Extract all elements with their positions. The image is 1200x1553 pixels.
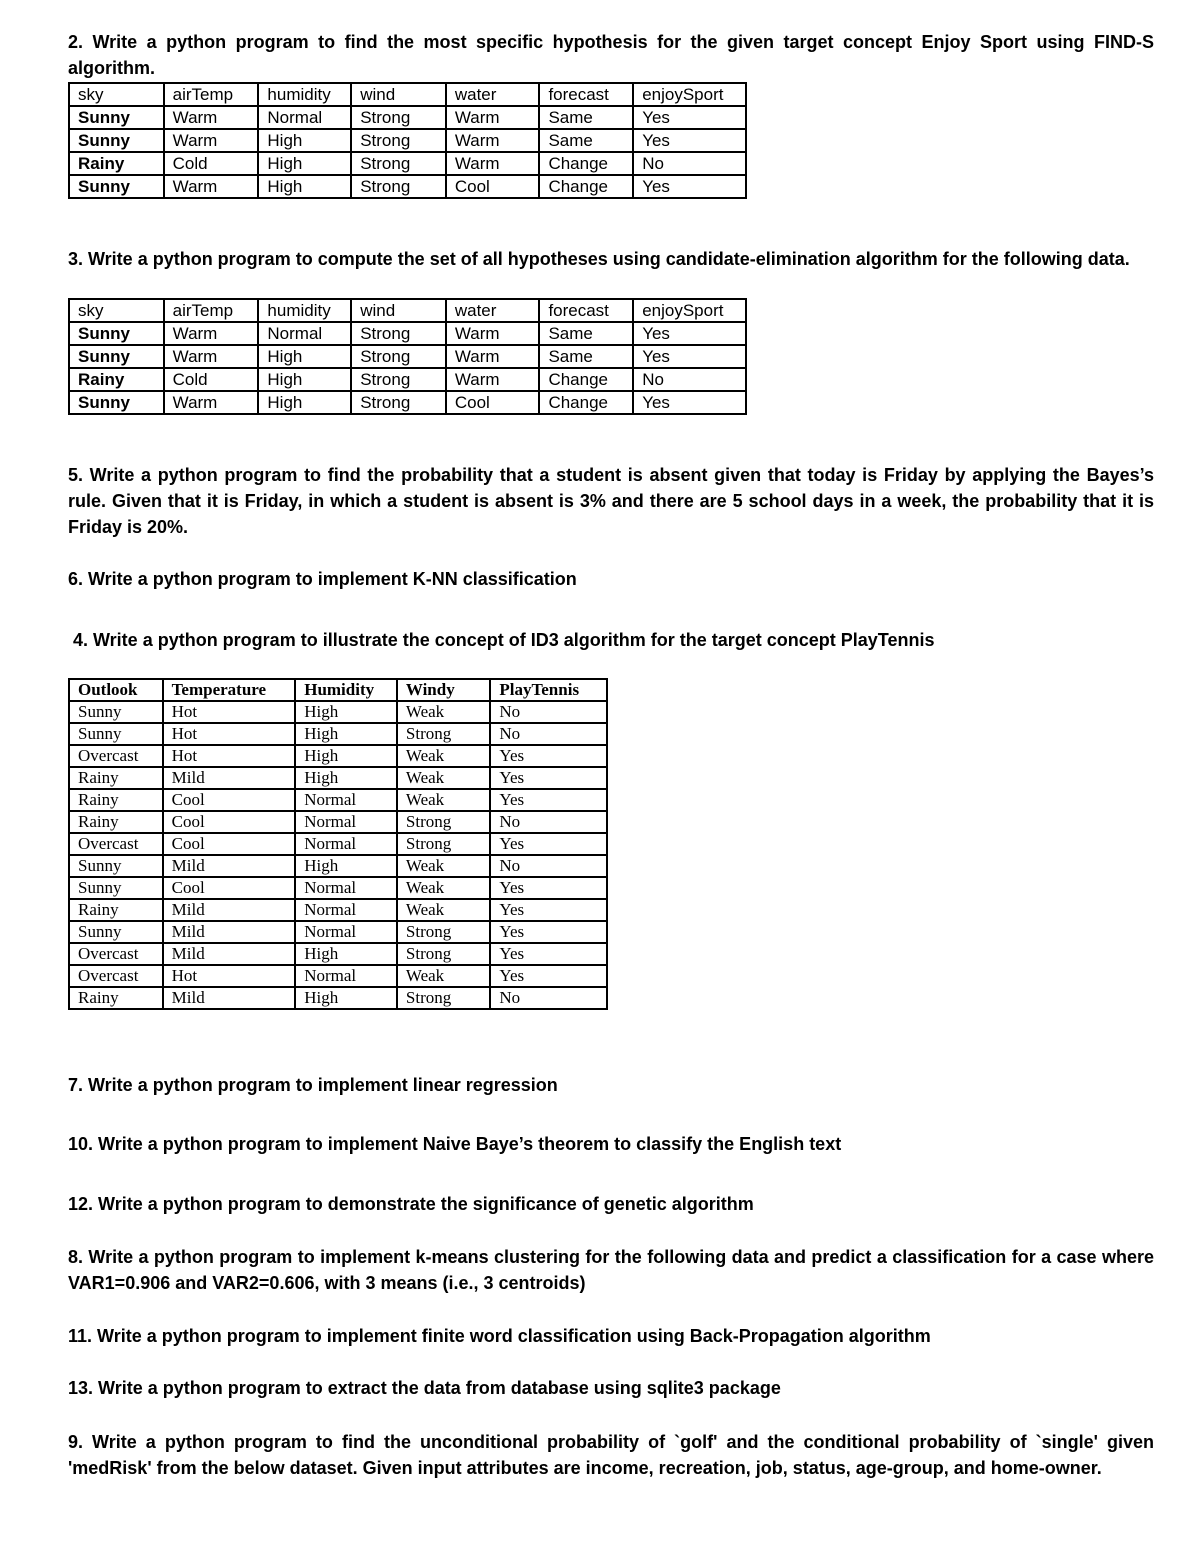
table-cell: Mild: [163, 987, 296, 1009]
table-cell: Warm: [164, 391, 259, 414]
table-cell: Sunny: [69, 322, 164, 345]
table-cell: High: [295, 987, 397, 1009]
question-9: 9. Write a python program to find the unconditional probability of `golf' and the conditional probability of `single' given 'medRisk' from the below dataset. Given input attributes are income, recreation, job, status, age-group, and home-owner.: [68, 1432, 1154, 1478]
table-cell: Weak: [397, 767, 490, 789]
table-cell: Cold: [164, 368, 259, 391]
table-cell: Warm: [446, 368, 540, 391]
table-cell: Strong: [397, 833, 490, 855]
table-cell: Change: [539, 152, 633, 175]
table-cell: Strong: [351, 345, 446, 368]
table-cell: High: [295, 767, 397, 789]
table-cell: Overcast: [69, 943, 163, 965]
column-header-forecast: forecast: [539, 83, 633, 106]
column-header-airtemp: airTemp: [164, 299, 259, 322]
table-cell: Yes: [490, 833, 607, 855]
table-cell: Yes: [490, 745, 607, 767]
column-header-windy: Windy: [397, 679, 490, 701]
table-cell: Sunny: [69, 106, 164, 129]
table-cell: No: [633, 368, 746, 391]
table-cell: Yes: [633, 391, 746, 414]
table-row: [69, 877, 607, 899]
column-header-airtemp: airTemp: [164, 83, 259, 106]
table-row: [69, 391, 746, 414]
table-cell: High: [258, 129, 351, 152]
table-cell: Yes: [490, 899, 607, 921]
table-cell: Normal: [295, 921, 397, 943]
table-cell: Hot: [163, 745, 296, 767]
table-cell: Strong: [351, 106, 446, 129]
table-cell: Weak: [397, 855, 490, 877]
table-row: [69, 811, 607, 833]
table-cell: No: [633, 152, 746, 175]
table-cell: High: [258, 345, 351, 368]
column-header-enjoysport: enjoySport: [633, 299, 746, 322]
table-cell: Cool: [446, 175, 540, 198]
enjoysport-table-1: [68, 82, 747, 199]
table-cell: Weak: [397, 745, 490, 767]
table-row: [69, 129, 746, 152]
table-row: [69, 175, 746, 198]
question-4: 4. Write a python program to illustrate the concept of ID3 algorithm for the target concept PlayTennis: [73, 630, 935, 650]
table-cell: Yes: [490, 877, 607, 899]
table-cell: Rainy: [69, 899, 163, 921]
table-row: [69, 767, 607, 789]
table-cell: Strong: [351, 368, 446, 391]
column-header-humidity: Humidity: [295, 679, 397, 701]
table-cell: Weak: [397, 965, 490, 987]
question-2: 2. Write a python program to find the most specific hypothesis for the given target concept Enjoy Sport using FIND-S algorithm.: [68, 32, 1154, 78]
table-cell: Strong: [397, 987, 490, 1009]
table-cell: Yes: [633, 129, 746, 152]
column-header-temperature: Temperature: [163, 679, 296, 701]
table-row: [69, 855, 607, 877]
question-12: 12. Write a python program to demonstrate the significance of genetic algorithm: [68, 1194, 754, 1214]
table-cell: Hot: [163, 965, 296, 987]
table-cell: Same: [539, 322, 633, 345]
table-cell: Sunny: [69, 723, 163, 745]
table-cell: Same: [539, 345, 633, 368]
table-row: [69, 921, 607, 943]
playtennis-table: [68, 678, 608, 1010]
table-cell: Sunny: [69, 701, 163, 723]
table-cell: Sunny: [69, 129, 164, 152]
table-cell: Same: [539, 129, 633, 152]
table-cell: Cool: [163, 833, 296, 855]
table-cell: Normal: [258, 322, 351, 345]
table-cell: Normal: [295, 789, 397, 811]
table-cell: High: [258, 391, 351, 414]
table-cell: Mild: [163, 899, 296, 921]
table-cell: High: [258, 175, 351, 198]
table-cell: Rainy: [69, 811, 163, 833]
table-cell: Warm: [446, 345, 540, 368]
table-cell: Rainy: [69, 987, 163, 1009]
column-header-humidity: humidity: [258, 299, 351, 322]
table-cell: No: [490, 855, 607, 877]
table-row: [69, 723, 607, 745]
column-header-wind: wind: [351, 83, 446, 106]
column-header-sky: sky: [69, 299, 164, 322]
column-header-forecast: forecast: [539, 299, 633, 322]
table-cell: Cool: [163, 789, 296, 811]
table-cell: Cold: [164, 152, 259, 175]
table-cell: No: [490, 811, 607, 833]
table-cell: Warm: [446, 129, 540, 152]
question-5: 5. Write a python program to find the probability that a student is absent given that today is Friday by applying the Bayes’s rule. Given that it is Friday, in which a student is absent is 3% and there are 5 school days in a week, the probability that it is Friday is 20%.: [68, 465, 1154, 537]
table-cell: Weak: [397, 899, 490, 921]
table-cell: Rainy: [69, 368, 164, 391]
column-header-wind: wind: [351, 299, 446, 322]
table-cell: Sunny: [69, 877, 163, 899]
table-cell: Yes: [633, 345, 746, 368]
table-cell: Warm: [164, 322, 259, 345]
table-cell: Warm: [164, 175, 259, 198]
table-cell: Overcast: [69, 745, 163, 767]
table-row: [69, 368, 746, 391]
table-header-row: [69, 299, 746, 322]
table-cell: Yes: [633, 322, 746, 345]
table-cell: Strong: [397, 943, 490, 965]
table-cell: Sunny: [69, 175, 164, 198]
table-cell: Sunny: [69, 391, 164, 414]
table-cell: Warm: [164, 345, 259, 368]
table-row: [69, 106, 746, 129]
table-row: [69, 701, 607, 723]
table-cell: Same: [539, 106, 633, 129]
question-7: 7. Write a python program to implement linear regression: [68, 1075, 558, 1095]
table-cell: Warm: [446, 152, 540, 175]
table-header-row: [69, 83, 746, 106]
table-row: [69, 345, 746, 368]
table-cell: Yes: [490, 965, 607, 987]
table-cell: Warm: [164, 106, 259, 129]
table-cell: Mild: [163, 855, 296, 877]
table-cell: Mild: [163, 921, 296, 943]
table-cell: Strong: [351, 175, 446, 198]
table-cell: Mild: [163, 943, 296, 965]
table-cell: Strong: [397, 811, 490, 833]
table-cell: High: [295, 943, 397, 965]
question-13: 13. Write a python program to extract the data from database using sqlite3 package: [68, 1378, 781, 1398]
table-cell: Weak: [397, 789, 490, 811]
table-cell: Cool: [446, 391, 540, 414]
table-cell: Mild: [163, 767, 296, 789]
table-header-row: [69, 679, 607, 701]
column-header-water: water: [446, 299, 540, 322]
table-cell: High: [295, 701, 397, 723]
table-cell: Strong: [351, 152, 446, 175]
table-row: [69, 152, 746, 175]
table-row: [69, 943, 607, 965]
table-cell: Strong: [351, 129, 446, 152]
table-cell: No: [490, 723, 607, 745]
column-header-sky: sky: [69, 83, 164, 106]
table-cell: Normal: [295, 965, 397, 987]
column-header-humidity: humidity: [258, 83, 351, 106]
table-row: [69, 987, 607, 1009]
question-10: 10. Write a python program to implement Naive Baye’s theorem to classify the English text: [68, 1134, 842, 1154]
table-cell: Yes: [633, 106, 746, 129]
table-cell: Normal: [295, 877, 397, 899]
table-row: [69, 789, 607, 811]
table-cell: High: [295, 745, 397, 767]
table-cell: Sunny: [69, 345, 164, 368]
table-cell: Yes: [633, 175, 746, 198]
table-cell: Normal: [295, 833, 397, 855]
question-6: 6. Write a python program to implement K-NN classification: [68, 569, 577, 589]
table-cell: Change: [539, 368, 633, 391]
table-cell: Yes: [490, 789, 607, 811]
table-cell: Change: [539, 391, 633, 414]
table-cell: Strong: [351, 322, 446, 345]
table-cell: Rainy: [69, 767, 163, 789]
table-cell: Change: [539, 175, 633, 198]
table-row: [69, 322, 746, 345]
table-row: [69, 899, 607, 921]
column-header-outlook: Outlook: [69, 679, 163, 701]
table-cell: Overcast: [69, 833, 163, 855]
table-cell: Strong: [397, 723, 490, 745]
table-cell: Hot: [163, 701, 296, 723]
table-cell: Normal: [295, 811, 397, 833]
table-cell: Normal: [295, 899, 397, 921]
table-cell: Sunny: [69, 855, 163, 877]
enjoysport-table-2: [68, 298, 747, 415]
table-cell: High: [295, 723, 397, 745]
table-cell: Cool: [163, 877, 296, 899]
table-cell: Yes: [490, 943, 607, 965]
table-cell: Normal: [258, 106, 351, 129]
table-cell: Warm: [446, 106, 540, 129]
table-cell: High: [295, 855, 397, 877]
table-cell: No: [490, 701, 607, 723]
question-3: 3. Write a python program to compute the set of all hypotheses using candidate-elimination algorithm for the following data.: [68, 249, 1130, 269]
table-cell: Warm: [164, 129, 259, 152]
table-cell: Strong: [351, 391, 446, 414]
table-cell: Yes: [490, 767, 607, 789]
table-row: [69, 965, 607, 987]
column-header-playtennis: PlayTennis: [490, 679, 607, 701]
table-cell: Cool: [163, 811, 296, 833]
table-cell: High: [258, 152, 351, 175]
question-8: 8. Write a python program to implement k-means clustering for the following data and predict a classification for a case where VAR1=0.906 and VAR2=0.606, with 3 means (i.e., 3 centroids): [68, 1247, 1154, 1293]
question-11: 11. Write a python program to implement finite word classification using Back-Propagation algorithm: [68, 1326, 931, 1346]
table-cell: Rainy: [69, 152, 164, 175]
table-cell: Rainy: [69, 789, 163, 811]
table-row: [69, 745, 607, 767]
column-header-enjoysport: enjoySport: [633, 83, 746, 106]
table-cell: High: [258, 368, 351, 391]
table-cell: Yes: [490, 921, 607, 943]
table-row: [69, 833, 607, 855]
table-cell: Strong: [397, 921, 490, 943]
table-cell: Overcast: [69, 965, 163, 987]
table-cell: Weak: [397, 701, 490, 723]
column-header-water: water: [446, 83, 540, 106]
table-cell: Sunny: [69, 921, 163, 943]
table-cell: No: [490, 987, 607, 1009]
table-cell: Weak: [397, 877, 490, 899]
table-cell: Hot: [163, 723, 296, 745]
table-cell: Warm: [446, 322, 540, 345]
